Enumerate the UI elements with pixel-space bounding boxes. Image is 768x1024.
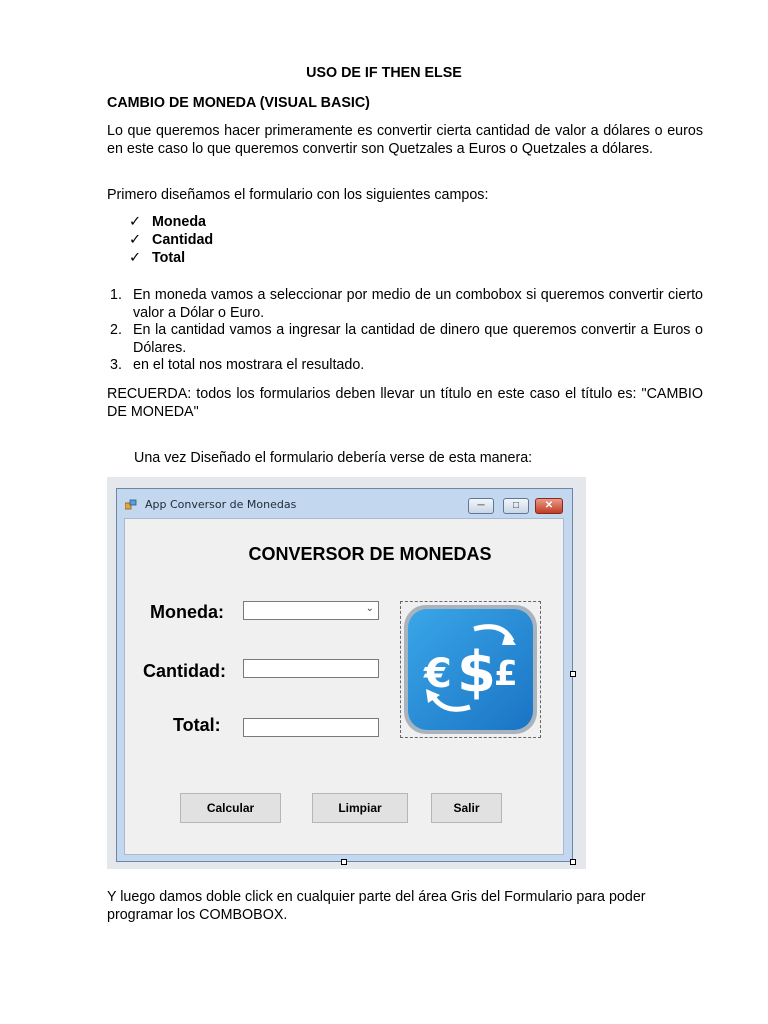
app-icon bbox=[125, 499, 137, 510]
paragraph-fields: Primero diseñamos el formulario con los siguientes campos: bbox=[107, 187, 489, 203]
minimize-button[interactable]: ─ bbox=[468, 498, 494, 514]
checklist-item bbox=[129, 231, 213, 249]
calcular-button[interactable]: Calcular bbox=[180, 793, 281, 823]
doc-subtitle: CAMBIO DE MONEDA (VISUAL BASIC) bbox=[107, 95, 370, 111]
currency-exchange-icon bbox=[402, 603, 539, 736]
total-input[interactable] bbox=[243, 718, 379, 737]
limpiar-button[interactable]: Limpiar bbox=[312, 793, 408, 823]
list-number: 2. bbox=[110, 322, 122, 338]
checklist-item bbox=[129, 213, 206, 231]
form-heading: CONVERSOR DE MONEDAS bbox=[248, 544, 492, 564]
list-number: 1. bbox=[110, 287, 122, 303]
salir-button[interactable]: Salir bbox=[431, 793, 502, 823]
checklist-item bbox=[129, 249, 185, 267]
dollar-symbol: $ bbox=[457, 640, 496, 705]
list-item bbox=[110, 286, 703, 322]
checklist-label: Cantidad bbox=[152, 232, 214, 248]
list-text: En moneda vamos a seleccionar por medio de un combobox si queremos convertir cierto valor a Dólar o Euro. bbox=[133, 287, 703, 321]
moneda-label: Moneda: bbox=[150, 602, 224, 622]
paragraph-intro: Lo que queremos hacer primeramente es convertir cierta cantidad de valor a dólares o euros en este caso lo que queremos convertir son Quetzales a Euros o Quetzales a dólares. bbox=[107, 123, 703, 157]
list-number: 3. bbox=[110, 357, 122, 373]
checklist-label: Total bbox=[152, 250, 186, 266]
paragraph-recuerda: RECUERDA: todos los formularios deben llevar un título en este caso el título es: "CAMBIO DE MONEDA" bbox=[107, 386, 703, 420]
checkmark-icon: ✓ bbox=[129, 250, 141, 266]
list-text: en el total nos mostrara el resultado. bbox=[133, 357, 365, 373]
resize-handle[interactable] bbox=[570, 671, 576, 677]
chevron-down-icon: ⌄ bbox=[365, 603, 374, 614]
list-item bbox=[110, 321, 703, 357]
cantidad-label: Cantidad: bbox=[143, 661, 226, 681]
euro-symbol: € bbox=[424, 651, 452, 697]
pound-symbol: £ bbox=[494, 654, 518, 694]
maximize-button[interactable]: □ bbox=[503, 498, 529, 514]
resize-handle[interactable] bbox=[570, 859, 576, 865]
total-label: Total: bbox=[173, 715, 221, 735]
checklist-label: Moneda bbox=[152, 214, 207, 230]
list-text: En la cantidad vamos a ingresar la cantidad de dinero que queremos convertir a Euros o Dólares. bbox=[133, 322, 703, 356]
checkmark-icon: ✓ bbox=[129, 214, 141, 230]
paragraph-form-intro: Una vez Diseñado el formulario debería verse de esta manera: bbox=[134, 450, 533, 466]
resize-handle[interactable] bbox=[341, 859, 347, 865]
paragraph-closing: Y luego damos doble click en cualquier parte del área Gris del Formulario para poder programar los COMBOBOX. bbox=[107, 889, 646, 923]
moneda-combobox[interactable] bbox=[243, 601, 379, 620]
window-titlebar bbox=[117, 489, 572, 519]
close-button[interactable]: ✕ bbox=[535, 498, 563, 514]
window-title: App Conversor de Monedas bbox=[145, 498, 297, 511]
checkmark-icon: ✓ bbox=[129, 232, 141, 248]
doc-title: USO DE IF THEN ELSE bbox=[306, 65, 462, 81]
cantidad-input[interactable] bbox=[243, 659, 379, 678]
list-item bbox=[110, 356, 703, 374]
